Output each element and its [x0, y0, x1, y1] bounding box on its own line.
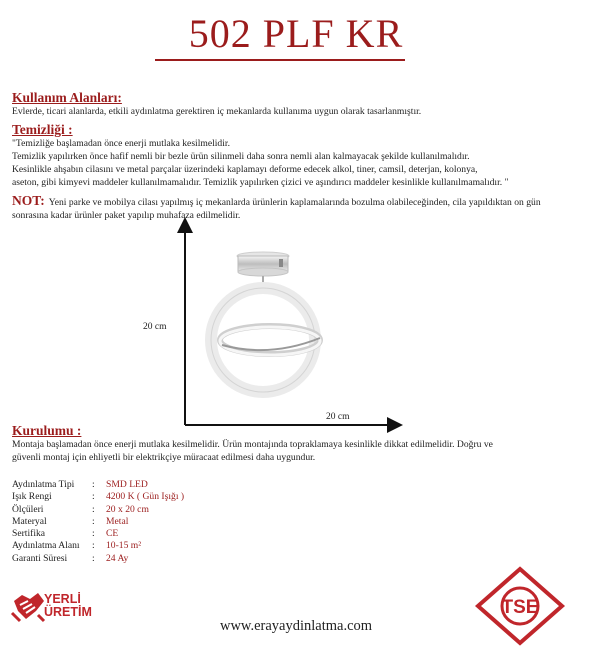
install-line: güvenli montaj için ehliyetli bir elektrikçiye müracaat edilmesi daha uygundur. [12, 452, 316, 463]
spec-value: 4200 K ( Gün Işığı ) [106, 491, 185, 503]
tse-logo-text: TSE [501, 597, 539, 618]
spec-label: Aydınlatma Tipi [12, 479, 75, 490]
tse-logo [475, 566, 565, 646]
spec-row: Ölçüleri : 20 x 20 cm [12, 503, 149, 515]
spec-value: 20 x 20 cm [106, 503, 149, 515]
spec-label: Materyal [12, 515, 47, 527]
note-label: NOT: [12, 193, 45, 208]
badge-line1: YERLİ [44, 592, 81, 606]
spec-value: SMD LED [106, 479, 148, 490]
spec-label: Işık Rengi [12, 491, 52, 503]
install-text [12, 438, 587, 464]
badge-line2: ÜRETİM [44, 605, 92, 619]
height-label: 20 cm [143, 322, 167, 332]
cleaning-heading: Temizliği : [12, 122, 73, 137]
spec-value: Metal [106, 515, 129, 527]
usage-heading: Kullanım Alanları: [12, 90, 122, 105]
width-label: 20 cm [326, 412, 350, 422]
spec-label: Garanti Süresi [12, 552, 68, 564]
lamp-illustration [211, 252, 320, 392]
spec-row: Işık Rengi : 4200 K ( Gün Işığı ) [12, 491, 185, 503]
install-heading: Kurulumu : [12, 423, 82, 438]
spec-row: Aydınlatma Tipi : SMD LED [12, 479, 148, 490]
install-line: Montaja başlamadan önce enerji mutlaka kesilmelidir. Ürün montajında topraklamaya kesinlikle dikkat edilmelidir. Doğru ve [12, 439, 493, 450]
cleaning-line: aseton, gibi kimyevi maddeler kullanılmamalıdır. Temizlik yapılırken çizici ve aşındırıcı maddeler kesinlikle kullanılmamalıdır. " [12, 177, 509, 188]
spec-value: CE [106, 528, 119, 540]
usage-text: Evlerde, ticari alanlarda, etkili aydınlatma gerektiren iç mekanlarda kullanıma uygun olarak tasarlanmıştır. [12, 106, 422, 117]
spec-row: Garanti Süresi : 24 Ay [12, 552, 129, 564]
spec-row: Aydınlatma Alanı : 10-15 m² [12, 540, 142, 552]
spec-table [12, 479, 184, 565]
cleaning-line: Kesinlikle ahşabın cilasını ve metal parçalar üzerindeki kaplamayı deforme edecek alkol, tiner, camsil, deterjan, kolonya, [12, 164, 478, 175]
spec-row: Materyal : Metal [12, 515, 129, 527]
yerli-uretim-badge [44, 593, 92, 619]
spec-value: 24 Ay [106, 552, 129, 564]
note-text: Yeni parke ve mobilya cilası yapılmış iç mekanlarda ürünlerin kaplamalarında bozulma olabileceğinden, cila yapıldıktan on gün sonrasına kadar ürünler paket yapılıp muhafaza edilmelidir. [12, 197, 541, 221]
website-url[interactable]: www.erayaydinlatma.com [219, 618, 373, 634]
spec-row: Sertifika : CE [12, 528, 119, 540]
spec-label: Sertifika [12, 528, 46, 540]
spec-label: Ölçüleri [12, 503, 44, 515]
spec-label: Aydınlatma Alanı [12, 540, 80, 552]
spec-value: 10-15 m² [106, 540, 142, 552]
cleaning-line: "Temizliğe başlamadan önce enerji mutlaka kesilmelidir. [12, 138, 230, 149]
cleaning-line: Temizlik yapılırken önce hafif nemli bir bezle ürün silinmeli daha sonra nemli alan kalmayacak şekilde kullanılmalıdır. [12, 151, 470, 162]
product-title: 502 PLF KR [188, 11, 404, 56]
